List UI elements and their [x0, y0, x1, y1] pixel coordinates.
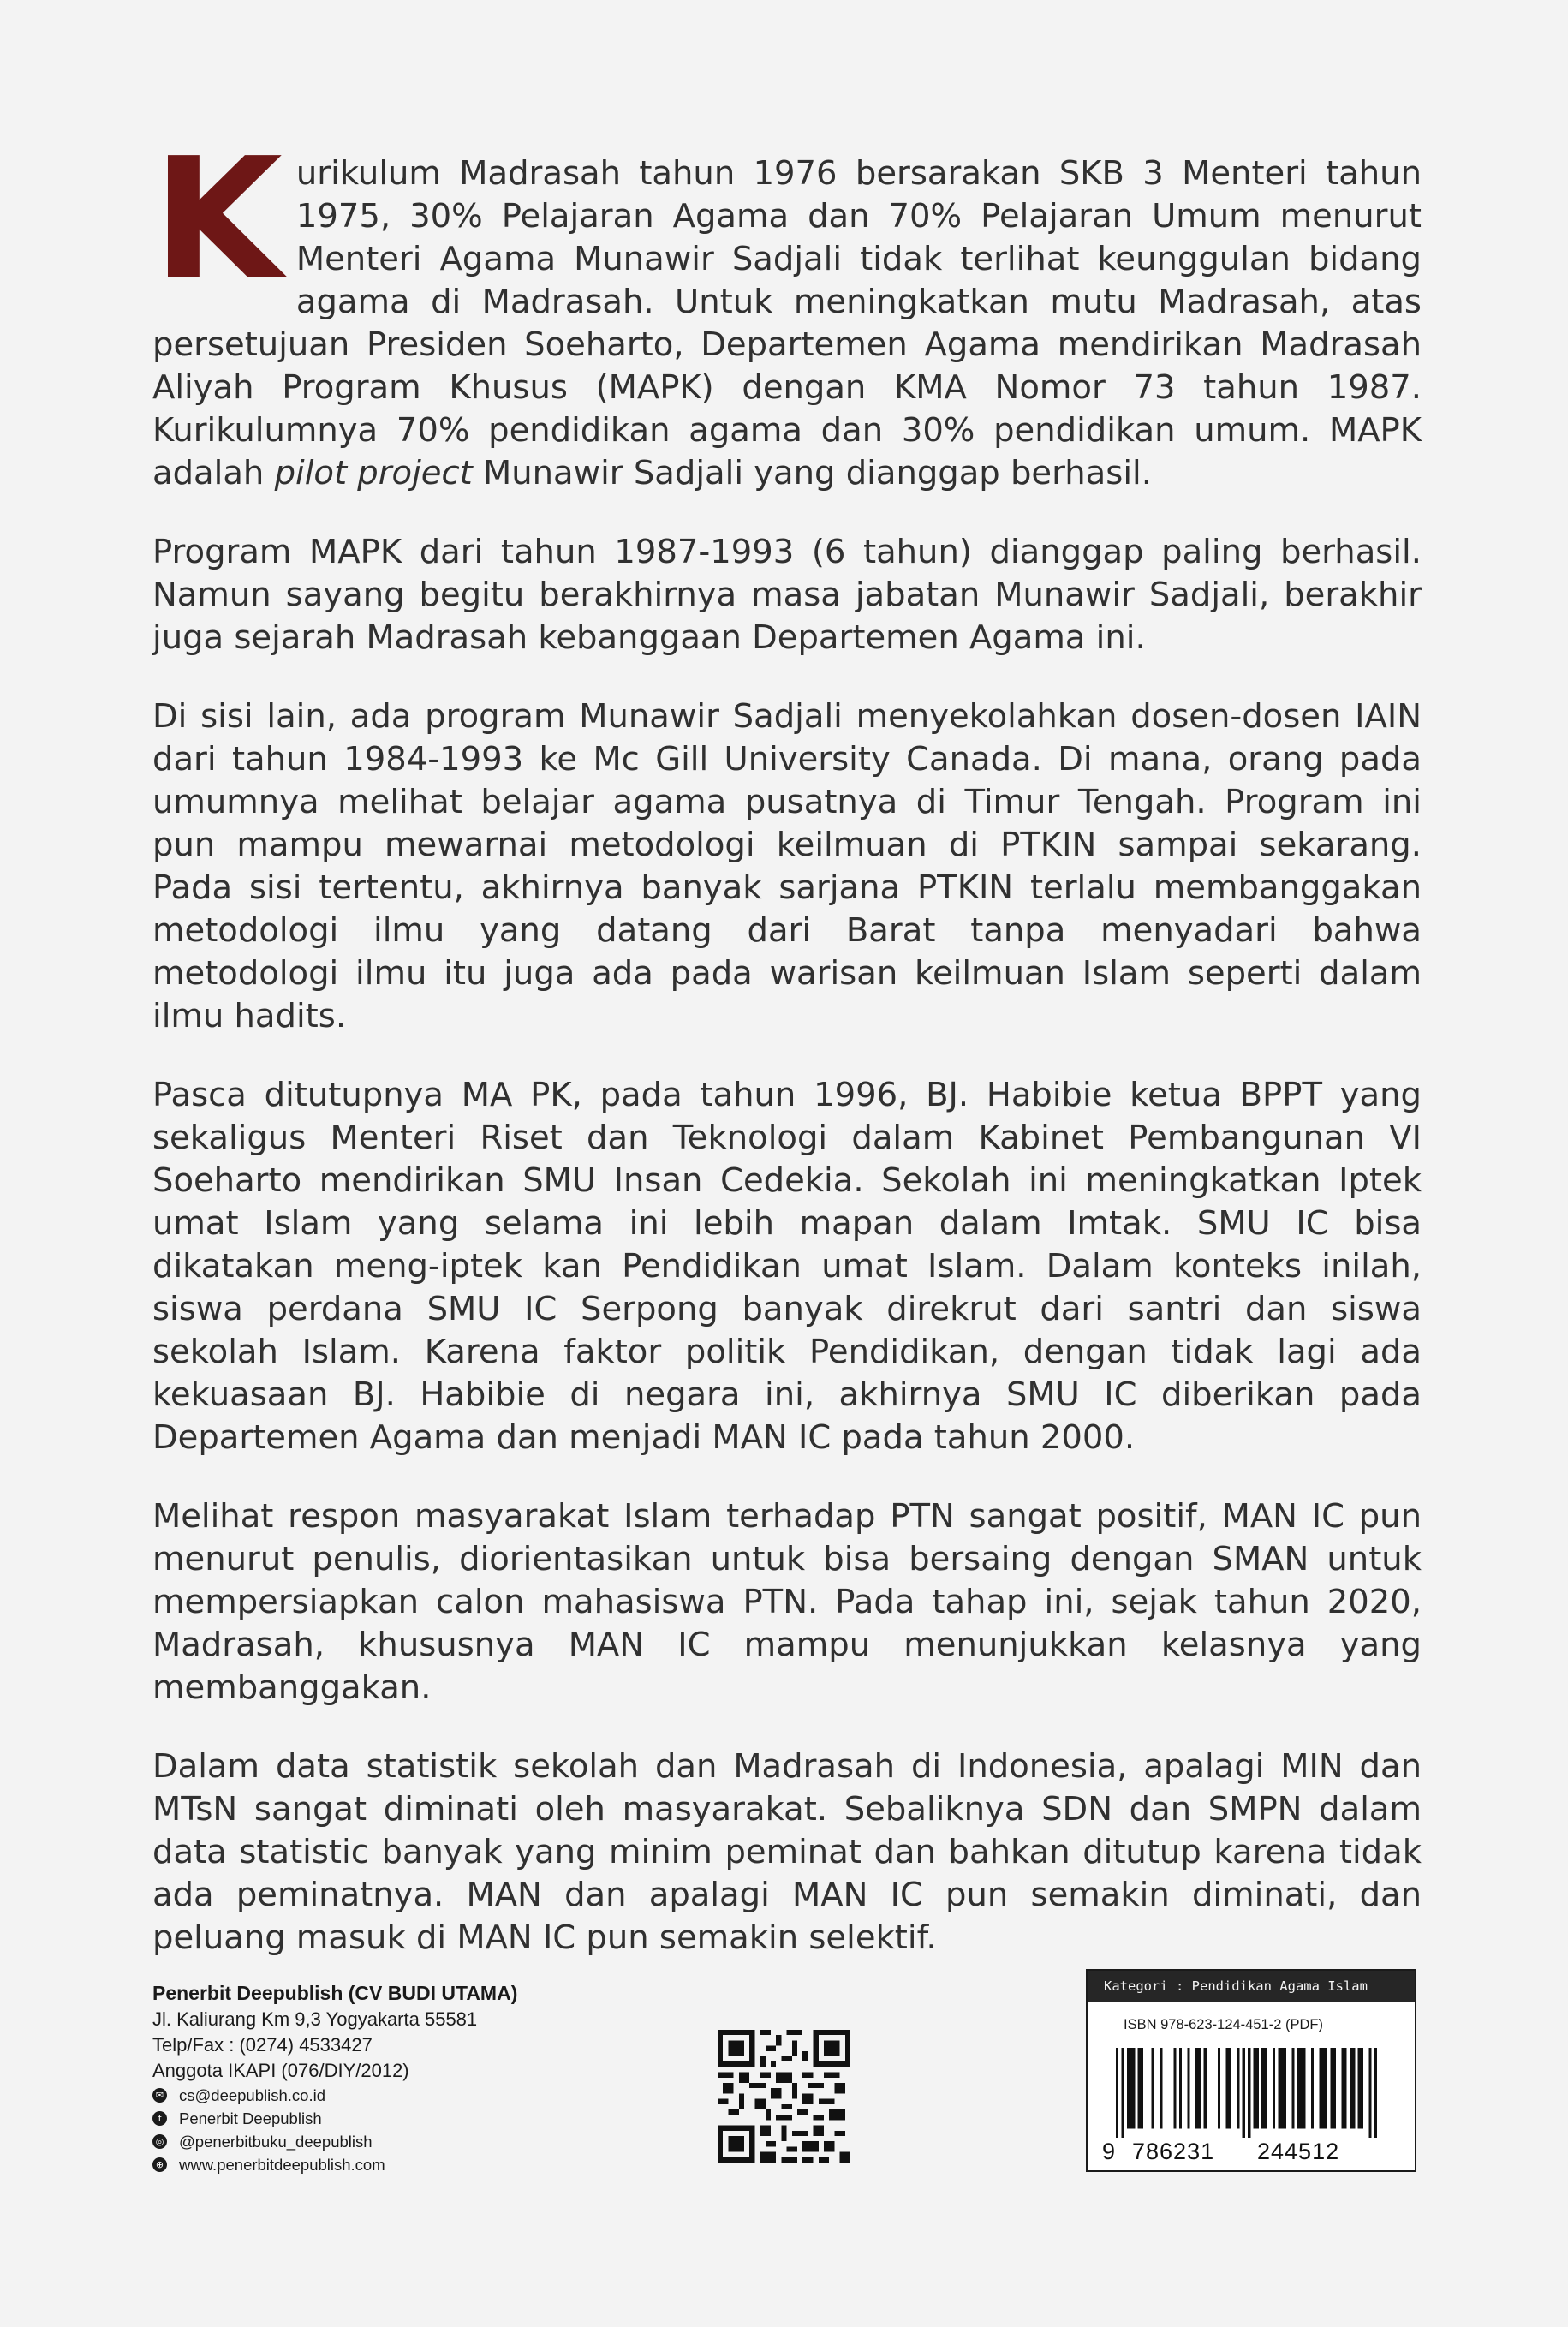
barcode-bar — [1243, 2048, 1245, 2138]
paragraph-3: Di sisi lain, ada program Munawir Sadjali menyekolahkan dosen-dosen IAIN dari tahun 1984-1993 ke Mc Gill University Canada. Di mana, orang pada umumnya melihat belajar agama pusatnya di Timur Tengah. Program ini pun mampu mewarnai metodologi keilmuan di PTKIN sampai sekarang. Pada sisi tertentu, akhirnya banyak sarjana PTKIN terlalu membanggakan metodologi ilmu yang datang dari Barat tanpa menyadari bahwa metodologi ilmu itu juga ada pada warisan keilmuan Islam seperti dalam ilmu hadits. — [152, 697, 1422, 1035]
paragraph-2: Program MAPK dari tahun 1987-1993 (6 tahun) dianggap paling berhasil. Namun sayang begitu berakhirnya masa jabatan Munawir Sadjali, berakhir juga sejarah Madrasah kebanggaan Departemen Agama ini. — [152, 533, 1422, 657]
barcode-bar — [1333, 2048, 1336, 2129]
barcode-bar — [1173, 2048, 1176, 2129]
barcode-digits-right: 244512 — [1257, 2139, 1340, 2164]
barcode-bar — [1320, 2048, 1322, 2129]
barcode-bar — [1198, 2048, 1201, 2129]
paragraph-1-italic: pilot project — [274, 454, 473, 492]
barcode-bar — [1179, 2048, 1182, 2129]
barcode-bar — [1187, 2048, 1189, 2129]
barcode-bar — [1368, 2048, 1371, 2138]
barcode-bar — [1311, 2048, 1314, 2129]
barcode-bar — [1254, 2048, 1256, 2129]
barcode-bar — [1341, 2048, 1344, 2129]
email-icon: ✉ — [152, 2088, 167, 2103]
barcode-bar — [1344, 2048, 1346, 2129]
barcode-bar — [1160, 2048, 1162, 2129]
paragraph-6: Dalam data statistik sekolah dan Madrasah di Indonesia, apalagi MIN dan MTsN sangat diminati oleh masyarakat. Sebaliknya SDN dan SMPN dalam data statistic banyak yang minim peminat dan bahkan ditutup karena tidak ada peminatnya. MAN dan apalagi MAN IC pun semakin diminati, dan peluang masuk di MAN IC pun semakin selektif. — [152, 1747, 1422, 1957]
drop-cap: K — [152, 122, 283, 318]
barcode-bar — [1325, 2048, 1327, 2129]
publisher-info — [152, 1980, 517, 2176]
contact-instagram-text: @penerbitbuku_deepublish — [179, 2133, 373, 2151]
barcode-bar — [1132, 2048, 1135, 2129]
barcode-bar — [1225, 2048, 1228, 2129]
barcode-bar — [1248, 2048, 1250, 2138]
barcode-bar — [1297, 2048, 1300, 2129]
barcode-bar — [1291, 2048, 1294, 2129]
barcode-bar — [1141, 2048, 1143, 2129]
barcode-bar — [1264, 2048, 1267, 2129]
back-cover-text — [152, 122, 1422, 1996]
publisher-name: Penerbit Deepublish (CV BUDI UTAMA) — [152, 1982, 518, 2004]
barcode-bar — [1358, 2048, 1361, 2129]
web-icon: ⊕ — [152, 2157, 167, 2172]
contact-instagram[interactable] — [152, 2130, 517, 2153]
barcode-bar — [1218, 2048, 1220, 2129]
barcode-bar — [1352, 2048, 1355, 2129]
barcode-bar — [1152, 2048, 1154, 2129]
barcode-bar — [1195, 2048, 1198, 2129]
barcode-digits-left: 786231 — [1132, 2139, 1215, 2164]
category-label: Kategori : Pendidikan Agama Islam — [1088, 1971, 1415, 2002]
barcode — [1116, 2048, 1377, 2138]
contact-website[interactable] — [152, 2153, 517, 2176]
barcode-bar — [1256, 2048, 1259, 2129]
barcode-bar — [1322, 2048, 1325, 2129]
publisher-phone: Telp/Fax : (0274) 4533427 — [152, 2034, 373, 2056]
barcode-bar — [1330, 2048, 1333, 2129]
barcode-bar — [1127, 2048, 1130, 2129]
barcode-bar — [1273, 2048, 1275, 2129]
barcode-bar — [1300, 2048, 1303, 2129]
publisher-address: Jl. Kaliurang Km 9,3 Yogyakarta 55581 — [152, 2008, 478, 2030]
paragraph-5: Melihat respon masyarakat Islam terhadap PTN sangat positif, MAN IC pun menurut penulis, diorientasikan untuk bisa bersaing dengan SMAN untuk mempersiapkan calon mahasiswa PTN. Pada tahap ini, sejak tahun 2020, Madrasah, khususnya MAN IC mampu menunjukkan kelasnya yang membanggakan. — [152, 1497, 1422, 1707]
qr-code — [718, 2030, 850, 2163]
paragraph-1 — [152, 122, 1422, 495]
barcode-bar — [1116, 2048, 1118, 2138]
barcode-bar — [1281, 2048, 1284, 2129]
barcode-bar — [1204, 2048, 1207, 2129]
contact-facebook-text: Penerbit Deepublish — [179, 2109, 322, 2127]
barcode-bar — [1237, 2048, 1239, 2129]
barcode-bar — [1303, 2048, 1305, 2129]
contact-website-text: www.penerbitdeepublish.com — [179, 2156, 385, 2174]
barcode-bar — [1130, 2048, 1132, 2129]
contact-facebook[interactable] — [152, 2107, 517, 2130]
paragraph-1-text-b: Munawir Sadjali yang dianggap berhasil. — [472, 454, 1152, 492]
barcode-bar — [1138, 2048, 1141, 2129]
barcode-bar — [1374, 2048, 1377, 2138]
paragraph-4: Pasca ditutupnya MA PK, pada tahun 1996, BJ. Habibie ketua BPPT yang sekaligus Menteri Riset dan Teknologi dalam Kabinet Pembangunan VI Soeharto mendirikan SMU Insan Cedekia. Sekolah ini meningkatkan Iptek umat Islam yang selama ini lebih mapan dalam Imtak. SMU IC bisa dikatakan meng-iptek kan Pendidikan umat Islam. Dalam konteks inilah, siswa perdana SMU IC Serpong banyak direkrut dari santri dan siswa sekolah Islam. Karena faktor politik Pendidikan, dengan tidak lagi ada kekuasaan BJ. Habibie di negara ini, akhirnya SMU IC diberikan pada Departemen Agama dan menjadi MAN IC pada tahun 2000. — [152, 1076, 1422, 1457]
contact-email-text: cs@deepublish.co.id — [179, 2086, 325, 2104]
barcode-panel — [1086, 1969, 1416, 2172]
barcode-bar — [1350, 2048, 1352, 2129]
barcode-bar — [1229, 2048, 1231, 2129]
barcode-bar — [1278, 2048, 1280, 2129]
barcode-bar — [1261, 2048, 1264, 2129]
barcode-bar — [1121, 2048, 1124, 2138]
paragraph-1-text-a: urikulum Madrasah tahun 1976 bersarakan SKB 3 Menteri tahun 1975, 30% Pelajaran Agama dan 70% Pelajaran Umum menurut Menteri Agama Munawir Sadjali tidak terlihat keunggulan bidang agama di Madrasah. Untuk meningkatkan mutu Madrasah, atas persetujuan Presiden Soeharto, Departemen Agama mendirikan Madrasah Aliyah Program Khusus (MAPK) dengan KMA Nomor 73 tahun 1987. Kurikulumnya 70% pendidikan agama dan 30% pendidikan umum. MAPK adalah — [152, 154, 1422, 492]
contact-email[interactable] — [152, 2084, 517, 2107]
barcode-bar — [1284, 2048, 1286, 2129]
facebook-icon: f — [152, 2111, 167, 2126]
barcode-digit-first: 9 — [1102, 2139, 1116, 2164]
barcode-bar — [1361, 2048, 1363, 2129]
isbn-text: ISBN 978-623-124-451-2 (PDF) — [1124, 2017, 1323, 2032]
publisher-membership: Anggota IKAPI (076/DIY/2012) — [152, 2060, 409, 2081]
instagram-icon: ◎ — [152, 2134, 167, 2149]
